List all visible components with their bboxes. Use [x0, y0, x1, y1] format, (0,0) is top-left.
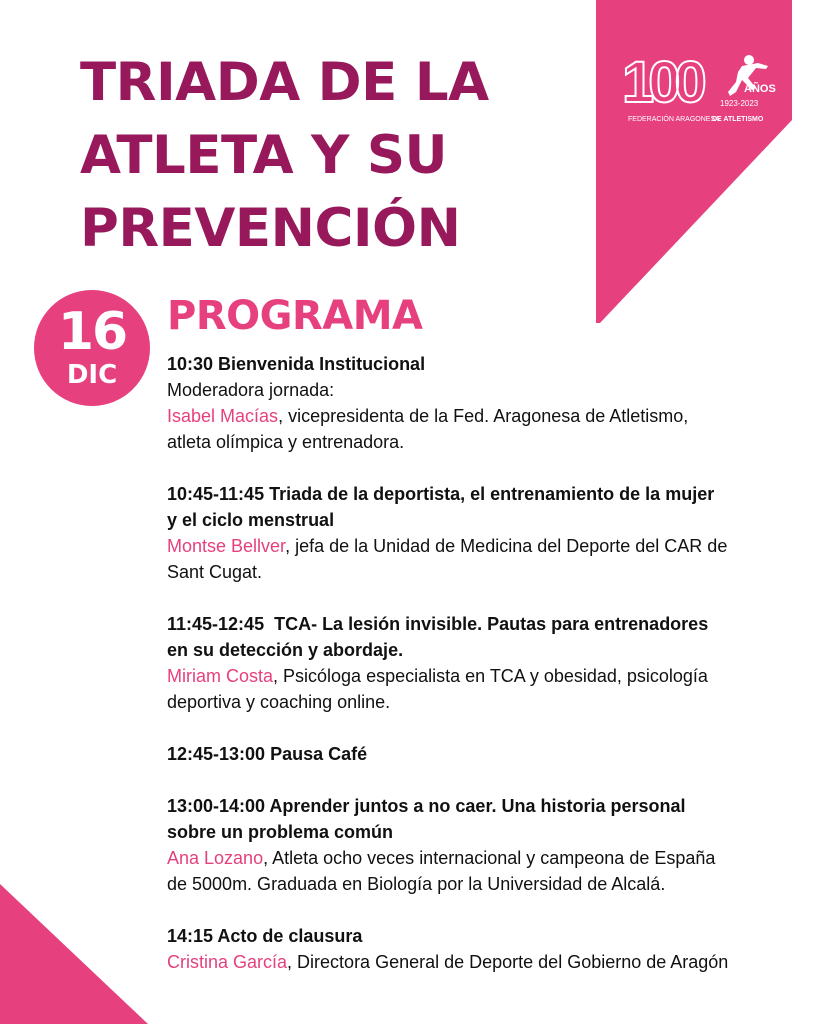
session-intro: Moderadora jornada: [167, 380, 335, 400]
speaker-description: deportiva y coaching online. [167, 692, 391, 712]
session-heading: y el ciclo menstrual [167, 510, 335, 530]
session-item [167, 923, 812, 975]
logo-org-prefix: FEDERACIÓN ARAGONESA [628, 116, 720, 123]
speaker-name: Miriam Costa [167, 666, 274, 686]
logo-number: 100 [622, 50, 701, 115]
session-heading: 11:45-12:45 TCA- La lesión invisible. Pautas para entrenadores [167, 614, 709, 634]
speaker-name: Ana Lozano [167, 848, 264, 868]
speaker-description: , vicepresidenta de la Fed. Aragonesa de Atletismo, [278, 406, 689, 426]
logo-org-suffix: DE ATLETISMO [712, 116, 764, 123]
session-heading: 13:00-14:00 Aprender juntos a no caer. Una historia personal [167, 796, 686, 816]
speaker-description: , Directora General de Deporte del Gobierno de Aragón [287, 952, 729, 972]
title-line: PREVENCIÓN [80, 198, 461, 259]
speaker-description: , Atleta ocho veces internacional y campeona de España [263, 848, 716, 868]
speaker-description: de 5000m. Graduada en Biología por la Universidad de Alcalá. [167, 874, 666, 894]
title-line: TRIADA DE LA [80, 52, 489, 113]
program-list [167, 351, 812, 1001]
programa-heading: PROGRAMA [167, 293, 423, 339]
date-day: 16 [57, 302, 127, 362]
speaker-description: Sant Cugat. [167, 562, 263, 582]
session-heading: sobre un problema común [167, 822, 394, 842]
logo-label: AÑOS [744, 83, 776, 95]
session-item [167, 481, 812, 585]
speaker-description: , Psicóloga especialista en TCA y obesidad, psicología [273, 666, 708, 686]
session-heading: en su detección y abordaje. [167, 640, 404, 660]
session-item [167, 611, 812, 715]
banner-shape [596, 0, 792, 323]
date-month: DIC [66, 360, 118, 390]
date-badge [34, 290, 150, 406]
speaker-name: Montse Bellver [167, 536, 286, 556]
speaker-description: , jefa de la Unidad de Medicina del Deporte del CAR de [285, 536, 728, 556]
speaker-name: Isabel Macías [167, 406, 279, 426]
session-heading: 14:15 Acto de clausura [167, 926, 363, 946]
session-heading: 10:45-11:45 Triada de la deportista, el entrenamiento de la mujer [167, 484, 715, 504]
session-item [167, 793, 812, 897]
session-item [167, 351, 812, 455]
session-item [167, 741, 812, 767]
speaker-description: atleta olímpica y entrenadora. [167, 432, 405, 452]
session-heading: 10:30 Bienvenida Institucional [167, 354, 426, 374]
corner-decoration [0, 884, 148, 1024]
session-heading: 12:45-13:00 Pausa Café [167, 744, 368, 764]
logo-years: 1923-2023 [720, 99, 759, 108]
title-line: ATLETA Y SU [80, 125, 448, 186]
anniversary-banner [596, 0, 792, 323]
page-title [80, 46, 580, 265]
speaker-name: Cristina García [167, 952, 288, 972]
